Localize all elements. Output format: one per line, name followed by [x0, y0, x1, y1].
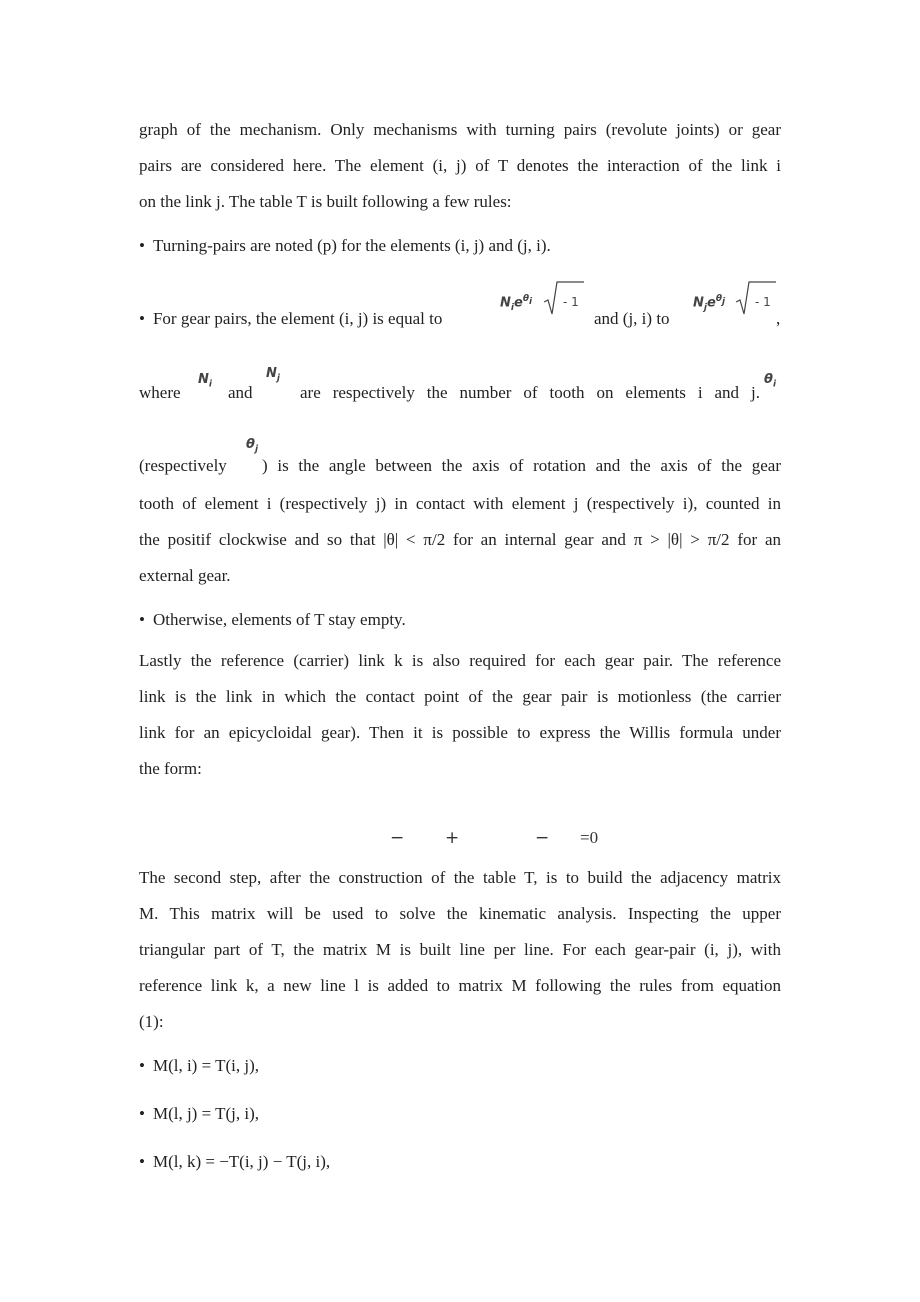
paragraph-line: link for an epicycloidal gear). Then it is possible to express the Willis formula under	[139, 723, 781, 742]
sqrt-icon	[735, 280, 777, 316]
text-run: and	[228, 383, 253, 402]
sqrt-icon	[543, 280, 585, 316]
formula-nj: $N_j$	[266, 366, 280, 384]
bullet-item	[139, 1152, 781, 1172]
bullet-item	[139, 1056, 781, 1076]
paragraph-line: M. This matrix will be used to solve the kinematic analysis. Inspecting the upper	[139, 904, 781, 923]
paragraph-line: the positif clockwise and so that |θ| < π/2 for an internal gear and π > |θ| > π/2 for an	[139, 530, 781, 549]
formula-nj: $N_je^{\theta_j}$	[693, 294, 726, 313]
bullet-text: Turning-pairs are noted (p) for the elements (i, j) and (j, i).	[152, 236, 551, 255]
paragraph-line: Lastly the reference (carrier) link k is also required for each gear pair. The reference	[139, 651, 781, 670]
equation-result: =0	[580, 828, 599, 847]
text-run: and (j, i) to	[594, 309, 670, 328]
paragraph-line: on the link j. The table T is built following a few rules:	[139, 192, 512, 211]
formula-ni: $N_i$	[198, 372, 212, 390]
paragraph-line: the form:	[139, 759, 202, 778]
paragraph-line: (1):	[139, 1012, 164, 1031]
text-run: where	[139, 383, 181, 402]
svg-text:- 1: - 1	[755, 295, 771, 309]
paragraph-line: external gear.	[139, 566, 231, 585]
bullet-text: M(l, i) = T(i, j),	[152, 1056, 260, 1075]
formula-ni: $N_ie^{\theta_i}$	[500, 294, 533, 313]
text-run: ) is the angle between the axis of rotation and the axis of the gear	[262, 456, 781, 475]
paragraph-line: graph of the mechanism. Only mechanisms with turning pairs (revolute joints) or gear	[139, 120, 781, 139]
equation-operator: +	[445, 828, 460, 848]
bullet-text: Otherwise, elements of T stay empty.	[152, 610, 406, 629]
bullet-item	[139, 309, 499, 329]
paragraph-line: tooth of element i (respectively j) in contact with element j (respectively i), counted in	[139, 494, 781, 513]
paragraph-line: reference link k, a new line l is added to matrix M following the rules from equation	[139, 976, 781, 995]
paragraph-line: pairs are considered here. The element (i, j) of T denotes the interaction of the link i	[139, 156, 781, 175]
paragraph-line: The second step, after the construction of the table T, is to build the adjacency matrix	[139, 868, 781, 887]
text-run: are respectively the number of tooth on elements i and j.	[300, 383, 760, 402]
bullet-item	[139, 1104, 781, 1124]
paragraph-line: link is the link in which the contact point of the gear pair is motionless (the carrier	[139, 687, 781, 706]
formula-theta-i: $\theta_i$	[764, 372, 777, 390]
text-run: ,	[776, 309, 781, 328]
equation-operator: −	[535, 828, 550, 848]
paragraph-line: triangular part of T, the matrix M is built line per line. For each gear-pair (i, j), with	[139, 940, 781, 959]
bullet-text: For gear pairs, the element (i, j) is equal to	[152, 309, 443, 328]
equation-operator: −	[390, 828, 405, 848]
text-run: (respectively	[139, 456, 227, 475]
bullet-item	[139, 610, 781, 630]
formula-theta-j: $\theta_j$	[246, 437, 259, 455]
bullet-text: M(l, j) = T(j, i),	[152, 1104, 260, 1123]
svg-text:- 1: - 1	[563, 295, 579, 309]
bullet-item	[139, 236, 781, 256]
bullet-text: M(l, k) = −T(i, j) − T(j, i),	[152, 1152, 331, 1171]
